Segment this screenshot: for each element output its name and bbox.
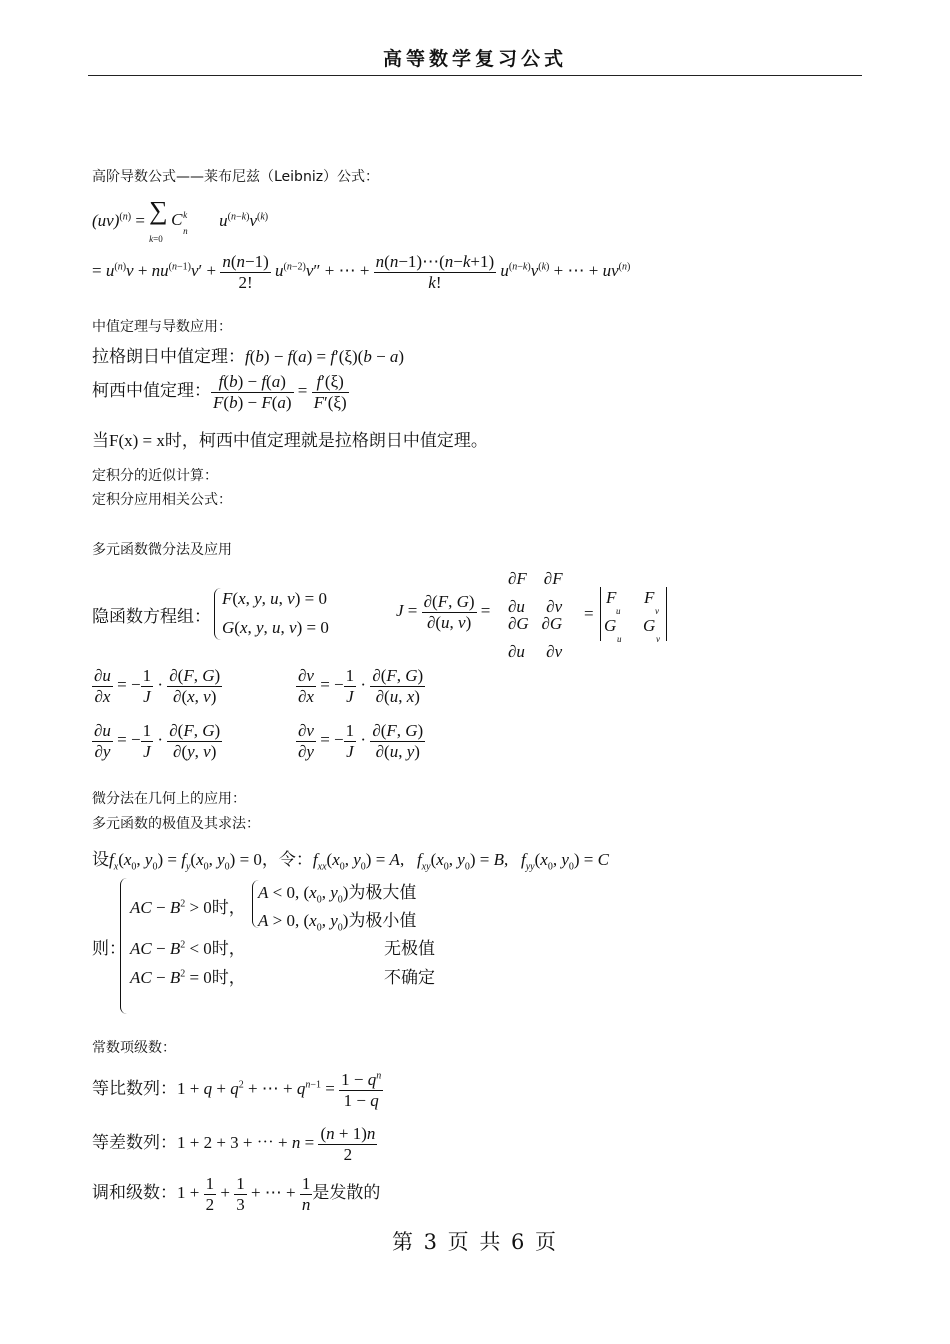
cauchy-note: 当F(x) = x时，柯西中值定理就是拉格朗日中值定理。 [92,431,488,450]
section-mean-value: 中值定理与导数应用： [92,319,232,335]
harmonic-label: 调和级数： [92,1182,177,1202]
jacobian-formula: J = $\frac{\partial(F, G)}{\partial(u, v)}$ = [396,592,491,632]
det-Gv-sub: v [656,634,660,644]
case-negative: AC − $B^2 < 0$时， [130,939,246,958]
geometric-series: 等比数列：$1 + q + q^2$ + ⋯ + $q^{n-1}$ = $\frac{1 - q^n}{1 - q}$ [92,1070,382,1110]
case-zero: AC − $B^2 = 0$时， [130,968,246,987]
extrema-brace [120,878,127,1014]
implicit-brace [214,588,221,640]
harmonic-series: 调和级数：1 + $\frac{1}{2}$ + $\frac{1}{3}$ + ⋯ + $\frac{1}{n}$ 是发散的 [92,1174,381,1214]
det-Fu-sub: u [616,606,621,616]
arithmetic-series: 等差数列：1 + 2 + 3 + ⋯ + n = $\frac{(n + 1)n}{2}$ [92,1124,376,1164]
section-integral-apps: 定积分应用相关公式： [92,492,232,508]
jacobian-equals: = [584,604,594,623]
cauchy-formula: 柯西中值定理： $\frac{f(b) - f(a)}{F(b) - F(a)}$ = $\frac{f'(\xi)}{F'(\xi)}$ [92,372,347,412]
leibniz-formula-line2: = $u^{(n)}v + nu^{(n-1)}v'$ + $\frac{n(n-1)}{2!}$ $u^{(n-2)}v''$ + ⋯ + $\frac{n(n-1)\cdots(n-k+1)}{k!}$ $u^{(n-k)}v^{(k)}$ + ⋯ + $uv^{(n)}$ [92,252,631,292]
page-header-title: 高等数学复习公式 [382,48,567,70]
cauchy-label: 柯西中值定理： [92,380,211,400]
section-series: 常数项级数： [92,1040,176,1056]
det-Fu: F [606,588,617,607]
determinant-left-bar [600,587,601,641]
extrema-then-label: 则： [92,939,126,958]
det-Fv: F [644,588,655,607]
implicit-eq2: G(x, y, u, v) = 0 [222,618,329,637]
header-rule [88,75,862,76]
lagrange-formula: 拉格朗日中值定理：f(b) − f(a) = f′(ξ)(b − a) [92,347,405,366]
partial-v-x: $\frac{\partial v}{\partial x}$ = − $\frac{1}{J}$ · $\frac{\partial(F, G)}{\partial(u, x)}$ [298,666,424,706]
det-Gv: G [643,616,656,635]
max-label: 为极大值 [348,883,417,902]
arithmetic-label: 等差数列： [92,1132,177,1152]
det-Gu-sub: u [617,634,622,644]
case-max: A < 0, ($x_0$, $y_0$)为极大值 [258,883,417,906]
min-label: 为极小值 [348,911,417,930]
harmonic-note: 是发散的 [312,1182,381,1202]
case-min: A > 0, ($x_0$, $y_0$)为极小值 [258,911,417,934]
section-approx-integral: 定积分的近似计算： [92,468,218,484]
implicit-eq1: F(x, y, u, v) = 0 [222,589,327,608]
section-leibniz: 高阶导数公式——莱布尼兹（Leibniz）公式： [92,169,380,185]
geometric-label: 等比数列： [92,1078,177,1098]
extrema-assumption: 设$f_x(x_0$, $y_0) = f_y(x_0$, $y_0) = 0$，令：$f_{xx}(x_0$, $y_0) = A$, $f_{xy}(x_0$, $y_0) = B$, $f_{yy}(x_0$, $y_0) = C$ [92,850,609,873]
det-Fv-sub: v [655,606,659,616]
no-extremum-text: 无极值 [384,939,435,958]
section-geometry: 微分法在几何上的应用： [92,791,246,807]
undetermined-text: 不确定 [384,968,435,987]
jacobian-bottom: ∂u ∂v [508,642,563,661]
partial-u-y: $\frac{\partial u}{\partial y}$ = − $\frac{1}{J}$ · $\frac{\partial(F, G)}{\partial(y, v)}$ [94,721,221,761]
section-extrema: 多元函数的极值及其求法： [92,816,260,832]
det-Gu: G [604,616,617,635]
lagrange-label: 拉格朗日中值定理： [92,347,245,366]
section-multivariable: 多元函数微分法及应用 [92,542,232,558]
partial-v-y: $\frac{\partial v}{\partial y}$ = − $\frac{1}{J}$ · $\frac{\partial(F, G)}{\partial(u, y)}$ [298,721,424,761]
leibniz-formula-line1: (uv)$^{(n)}$ = ∑ k=0 C k n $u^{(n-k)}v^{(k)}$ [92,196,269,244]
jacobian-du-top: ∂F ∂F [508,569,563,588]
determinant-right-bar [666,587,667,641]
jacobian-mid-2: ∂G ∂G [508,614,563,633]
partial-u-x: $\frac{\partial u}{\partial x}$ = − $\frac{1}{J}$ · $\frac{\partial(F, G)}{\partial(x, v)}$ [94,666,221,706]
page-footer: 第 3 页 共 6 页 [391,1230,559,1254]
case-positive: AC − $B^2 > 0$时， [130,898,246,917]
implicit-label: 隐函数方程组： [92,607,211,626]
jacobian-mid-1: ∂u ∂v [508,597,563,616]
extrema-let-label: 设 [92,850,109,869]
